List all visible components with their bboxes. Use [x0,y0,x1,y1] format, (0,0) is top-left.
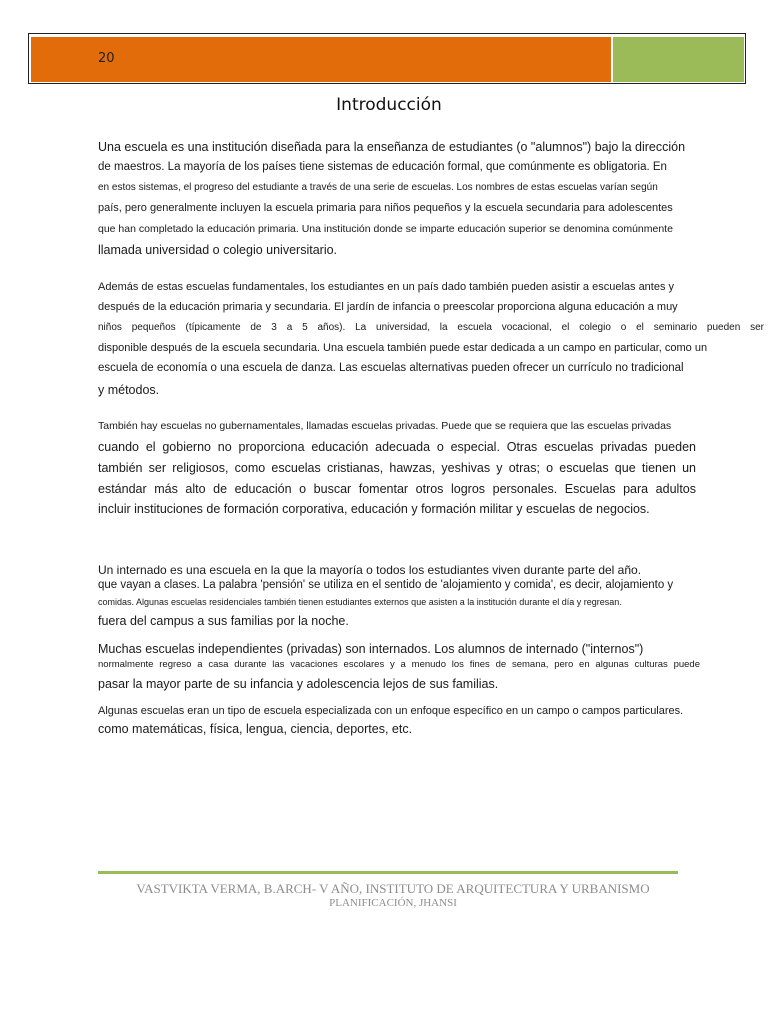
paragraph-line: También hay escuelas no gubernamentales, llamadas escuelas privadas. Puede que se requiera que las escuelas privadas [98,420,672,432]
page-title: Introducción [336,95,442,115]
paragraph-line: Una escuela es una institución diseñada para la enseñanza de estudiantes (o "alumnos") bajo la dirección [98,140,686,154]
footer-institution-line: PLANIFICACIÓN, JHANSI [329,897,457,909]
paragraph-line: estándar más alto de educación o buscar fomentar otros logros personales. Escuelas para adultos [98,482,696,496]
paragraph-line: que vayan a clases. La palabra 'pensión' se utiliza en el sentido de 'alojamiento y comida', es decir, alojamiento y [98,579,674,591]
paragraph-line: en estos sistemas, el progreso del estudiante a través de una serie de escuelas. Los nombres de estas escuelas varían según [98,182,658,193]
footer-divider [98,871,678,874]
paragraph-line: incluir instituciones de formación corporativa, educación y formación militar y escuelas de negocios. [98,502,650,516]
paragraph-line: escuela de economía o una escuela de danza. Las escuelas alternativas pueden ofrecer un currículo no tradicional [98,362,684,374]
paragraph-line: después de la educación primaria y secundaria. El jardín de infancia o preescolar proporciona alguna educación a muy [98,301,678,313]
paragraph-line: Muchas escuelas independientes (privadas) son internados. Los alumnos de internado ("internos") [98,642,644,656]
paragraph-line: pasar la mayor parte de su infancia y adolescencia lejos de sus familias. [98,677,499,691]
page-number: 20 [98,51,115,66]
paragraph-line: y métodos. [98,383,160,397]
paragraph-line: país, pero generalmente incluyen la escuela primaria para niños pequeños y la escuela secundaria para adolescentes [98,202,673,214]
header-orange-bar [31,37,611,82]
paragraph-line: cuando el gobierno no proporciona educación adecuada o especial. Otras escuelas privadas pueden [98,440,696,454]
header-green-block [613,37,744,82]
paragraph-line: comidas. Algunas escuelas residenciales también tienen estudiantes externos que asisten a la institución durante el día y regresan. [98,597,622,607]
paragraph-line: Algunas escuelas eran un tipo de escuela especializada con un enfoque específico en un campo o campos particulares. [98,705,684,717]
paragraph-line: fuera del campus a sus familias por la noche. [98,614,349,628]
paragraph-line: normalmente regreso a casa durante las vacaciones escolares y a menudo los fines de semana, pero en algunas culturas puede [98,659,700,670]
paragraph-line: niños pequeños (típicamente de 3 a 5 años). La universidad, la escuela vocacional, el colegio o el seminario pueden ser [98,322,764,333]
paragraph-line: como matemáticas, física, lengua, ciencia, deportes, etc. [98,722,413,736]
paragraph-line: también ser religiosos, como escuelas cristianas, hawzas, yeshivas y otras; o escuelas que tienen un [98,461,696,475]
paragraph-line: llamada universidad o colegio universitario. [98,243,338,257]
paragraph-line: Además de estas escuelas fundamentales, los estudiantes en un país dado también pueden asistir a escuelas antes y [98,281,675,293]
paragraph-line: disponible después de la escuela secundaria. Una escuela también puede estar dedicada a un campo en particular, como un [98,342,708,354]
paragraph-line: que han completado la educación primaria. Una institución donde se imparte educación superior se denomina comúnmente [98,223,673,235]
paragraph-line: Un internado es una escuela en la que la mayoría o todos los estudiantes viven durante parte del año. [98,563,642,577]
footer-author-line: VASTVIKTA VERMA, B.ARCH- V AÑO, INSTITUTO DE ARQUITECTURA Y URBANISMO [136,881,650,896]
paragraph-line: de maestros. La mayoría de los países tiene sistemas de educación formal, que comúnmente es obligatoria. En [98,161,667,173]
